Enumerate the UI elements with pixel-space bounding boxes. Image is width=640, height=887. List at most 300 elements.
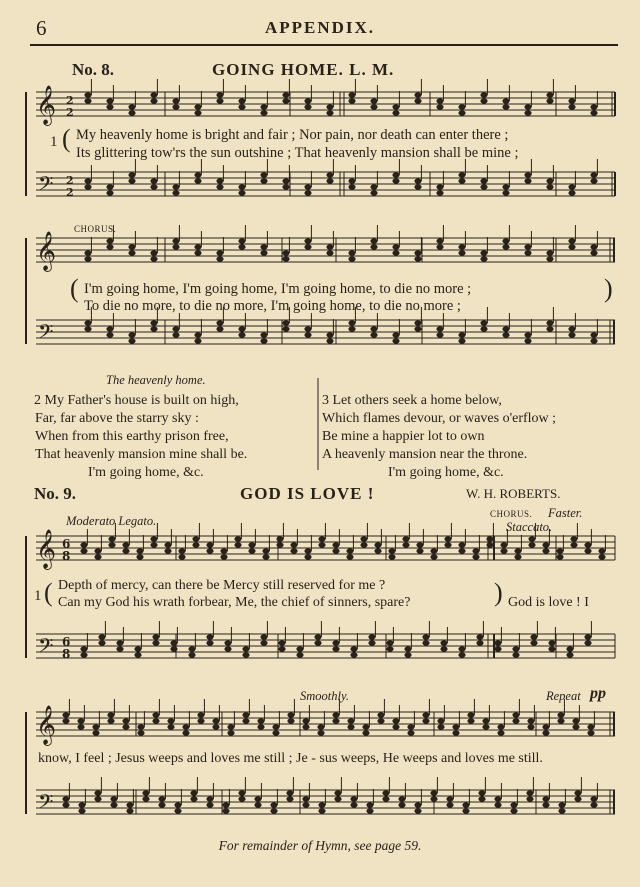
note-head [80,542,87,547]
note-head [480,184,487,189]
note-head [77,724,84,729]
note-head [556,548,563,553]
note-head [282,92,289,97]
hymn8-chorus-line-2: To die no more, to die no more, I'm going home, to die no more ; [84,298,461,314]
note-head [222,808,229,813]
note-head [572,724,579,729]
note-head [530,640,537,645]
note-head [136,554,143,559]
note-head [164,548,171,553]
note-head [500,542,507,547]
hymn9-tempo: Moderato Legato. [66,514,157,528]
hymn9-smoothly: Smoothly. [300,689,349,703]
hymn9-line-3: know, I feel ; Jesus weeps and loves me still ; Je - sus weeps, He weeps and loves me still. [38,751,543,766]
note-head [254,796,261,801]
note-head [526,796,533,801]
note-head [318,536,325,541]
note-head [480,250,487,255]
note-head [158,796,165,801]
note-head [216,256,223,261]
note-head [290,548,297,553]
note-head [568,104,575,109]
svg-text:2: 2 [66,174,74,187]
note-head [512,646,519,651]
note-head [304,98,311,103]
note-head [392,724,399,729]
hymn8-title: GOING HOME. L. M. [212,60,395,79]
note-head [106,332,113,337]
note-head [478,790,485,795]
note-head [80,548,87,553]
note-head [422,712,429,717]
note-head [212,718,219,723]
chorus-brace-left: ( [70,274,79,303]
note-head [304,554,311,559]
svg-text:6: 6 [62,537,71,551]
note-head [446,796,453,801]
note-head [227,724,234,729]
stanza-3: 3 Let others seek a home below, Which flames devour, or waves o'erflow ; Be mine a happier lot to own A heavenly mansion near the throne. I'm going home, &c. [322,393,557,480]
note-head [216,98,223,103]
note-head [392,338,399,343]
note-head [542,730,549,735]
note-head [108,536,115,541]
note-head [182,724,189,729]
note-head [392,250,399,255]
note-head [512,718,519,723]
note-head [286,796,293,801]
note-head [392,104,399,109]
note-head [167,718,174,723]
note-head [150,178,157,183]
note-head [238,98,245,103]
note-head [388,548,395,553]
note-head [282,250,289,255]
note-head [568,190,575,195]
note-head [404,646,411,651]
note-head [436,104,443,109]
note-head [566,646,573,651]
note-head [318,802,325,807]
note-head [494,646,501,651]
note-head [350,802,357,807]
note-head [106,184,113,189]
note-head [326,178,333,183]
note-head [590,104,597,109]
note-head [494,802,501,807]
hymn9-bass-staff-1 [36,634,615,658]
note-head [510,808,517,813]
note-head [348,320,355,325]
note-head [84,184,91,189]
note-head [326,244,333,249]
note-head [350,646,357,651]
note-head [584,548,591,553]
note-head [257,718,264,723]
note-head [362,724,369,729]
hymn9-chorus-text: God is love ! I [508,595,589,610]
note-head [574,796,581,801]
note-head [566,652,573,657]
note-head [194,244,201,249]
svg-text:2: 2 [66,186,74,199]
note-head [142,796,149,801]
note-head [317,724,324,729]
note-head [568,184,575,189]
note-head [150,184,157,189]
note-head [542,548,549,553]
note-head [332,640,339,645]
note-head [437,718,444,723]
note-head [502,104,509,109]
note-head [590,332,597,337]
note-head [128,104,135,109]
note-head [398,796,405,801]
note-head [510,802,517,807]
note-head [332,548,339,553]
note-head [568,244,575,249]
note-head [122,548,129,553]
note-head [414,320,421,325]
note-head [194,110,201,115]
note-head [212,724,219,729]
note-head [178,554,185,559]
note-head [472,554,479,559]
note-head [254,802,261,807]
note-head [458,652,465,657]
note-head [546,184,553,189]
note-head [150,250,157,255]
note-head [242,646,249,651]
note-head [382,790,389,795]
note-head [546,178,553,183]
note-head [286,790,293,795]
note-head [122,724,129,729]
note-head [62,796,69,801]
note-head [84,98,91,103]
note-head [437,724,444,729]
note-head [548,646,555,651]
hymn9-number: No. 9. [34,484,77,503]
note-head [194,178,201,183]
note-head [257,724,264,729]
note-head [574,790,581,795]
note-head [260,110,267,115]
hymn9-line-2: Can my God his wrath forbear, Me, the chief of sinners, spare? [58,595,411,610]
stanza-heading: The heavenly home. [106,373,206,387]
note-head [106,104,113,109]
note-head [370,98,377,103]
note-head [570,542,577,547]
note-head [302,802,309,807]
svg-text:2: 2 [66,106,74,119]
note-head [458,548,465,553]
note-head [502,332,509,337]
note-head [152,634,159,639]
note-head [270,802,277,807]
note-head [528,536,535,541]
note-head [206,796,213,801]
note-head [106,98,113,103]
note-head [152,712,159,717]
note-head [272,724,279,729]
note-head [150,542,157,547]
note-head [224,646,231,651]
note-head [94,548,101,553]
note-head [414,808,421,813]
note-head [452,730,459,735]
note-head [142,790,149,795]
note-head [480,178,487,183]
note-head [414,178,421,183]
note-head [128,172,135,177]
note-head [348,326,355,331]
note-head [238,190,245,195]
note-head [188,646,195,651]
note-head [392,178,399,183]
note-head [282,98,289,103]
note-head [194,172,201,177]
note-head [524,332,531,337]
note-head [150,92,157,97]
note-head [590,244,597,249]
note-head [150,326,157,331]
note-head [346,554,353,559]
note-head [480,256,487,261]
note-head [98,634,105,639]
note-head [458,332,465,337]
note-head [514,548,521,553]
note-head [557,712,564,717]
note-head [260,244,267,249]
note-head [304,548,311,553]
note-head [216,320,223,325]
note-head [476,634,483,639]
note-head [92,724,99,729]
note-head [62,718,69,723]
note-head [272,730,279,735]
note-head [116,646,123,651]
note-head [262,548,269,553]
note-head [106,190,113,195]
note-head [440,640,447,645]
note-head [260,250,267,255]
note-head [480,320,487,325]
note-head [152,640,159,645]
note-head [172,184,179,189]
svg-text:2: 2 [66,94,74,107]
note-head [542,802,549,807]
treble-clef-icon: 𝄞 [36,85,57,125]
note-head [514,554,521,559]
note-head [80,646,87,651]
note-head [197,718,204,723]
note-head [276,542,283,547]
note-head [458,542,465,547]
note-head [572,718,579,723]
note-head [584,640,591,645]
note-head [348,98,355,103]
note-head [347,718,354,723]
note-head [128,110,135,115]
hymn9-line-1: Depth of mercy, can there be Mercy still reserved for me ? [58,578,386,593]
svg-text:8: 8 [62,647,71,661]
note-head [304,238,311,243]
note-head [482,724,489,729]
note-head [414,98,421,103]
note-head [304,184,311,189]
note-head [374,542,381,547]
note-head [512,652,519,657]
note-head [172,332,179,337]
note-head [366,802,373,807]
note-head [126,802,133,807]
note-head [440,646,447,651]
note-head [524,250,531,255]
note-head [304,326,311,331]
note-head [502,244,509,249]
note-head [188,652,195,657]
note-head [348,256,355,261]
note-head [407,724,414,729]
note-head [172,326,179,331]
note-head [238,790,245,795]
note-head [84,250,91,255]
note-head [458,646,465,651]
note-head [422,640,429,645]
note-head [480,92,487,97]
note-head [314,634,321,639]
note-head [107,718,114,723]
note-head [414,256,421,261]
note-head [172,238,179,243]
note-head [416,542,423,547]
treble-clef-icon: 𝄞 [36,529,57,569]
note-head [370,238,377,243]
note-head [480,326,487,331]
note-head [216,178,223,183]
note-head [216,184,223,189]
note-head [430,796,437,801]
note-head [392,718,399,723]
note-head [326,104,333,109]
hymn9-repeat: Repeat [546,689,581,703]
note-head [92,730,99,735]
note-head [570,536,577,541]
note-head [458,338,465,343]
note-head [546,326,553,331]
note-head [528,542,535,547]
hymn9-faster: Faster. [548,506,583,520]
note-head [414,184,421,189]
note-head [110,802,117,807]
note-head [134,652,141,657]
hymn8-line-1: My heavenly home is bright and fair ; Nor pain, nor death can enter there ; [76,127,509,143]
note-head [598,554,605,559]
note-head [172,98,179,103]
note-head [326,250,333,255]
note-head [110,796,117,801]
note-head [524,178,531,183]
note-head [467,718,474,723]
note-head [238,244,245,249]
note-head [347,724,354,729]
note-head [348,92,355,97]
note-head [94,790,101,795]
page-number: 6 [36,16,47,40]
note-head [568,98,575,103]
note-head [216,326,223,331]
note-head [238,796,245,801]
hymn9-brace-right: ) [494,578,503,607]
note-head [282,326,289,331]
note-head [238,104,245,109]
note-head [106,326,113,331]
note-head [370,244,377,249]
note-head [270,808,277,813]
note-head [302,718,309,723]
note-head [108,542,115,547]
note-head [502,238,509,243]
note-head [370,326,377,331]
note-head [568,238,575,243]
note-head [546,92,553,97]
note-head [430,554,437,559]
note-head [486,542,493,547]
note-head [414,326,421,331]
note-head [178,548,185,553]
note-head [542,542,549,547]
note-head [526,790,533,795]
note-head [84,326,91,331]
hymn9-verse-number: 1 [34,588,42,604]
note-head [122,718,129,723]
note-head [494,796,501,801]
note-head [350,796,357,801]
note-head [334,796,341,801]
note-head [150,320,157,325]
note-head [206,542,213,547]
note-head [480,98,487,103]
note-head [206,802,213,807]
note-head [436,190,443,195]
note-head [107,712,114,717]
lyric-brace-left: ( [62,124,71,153]
note-head [350,652,357,657]
note-head [260,178,267,183]
note-head [557,718,564,723]
note-head [260,634,267,639]
footer-note: For remainder of Hymn, see page 59. [218,838,422,853]
note-head [430,548,437,553]
note-head [84,92,91,97]
note-head [170,640,177,645]
note-head [287,718,294,723]
note-head [194,250,201,255]
note-head [282,184,289,189]
note-head [122,542,129,547]
note-head [174,802,181,807]
note-head [80,652,87,657]
note-head [326,110,333,115]
note-head [170,646,177,651]
note-head [558,802,565,807]
note-head [374,548,381,553]
note-head [362,730,369,735]
hymn9-chorus-label: CHORUS. [490,509,533,519]
note-head [174,808,181,813]
note-head [436,238,443,243]
